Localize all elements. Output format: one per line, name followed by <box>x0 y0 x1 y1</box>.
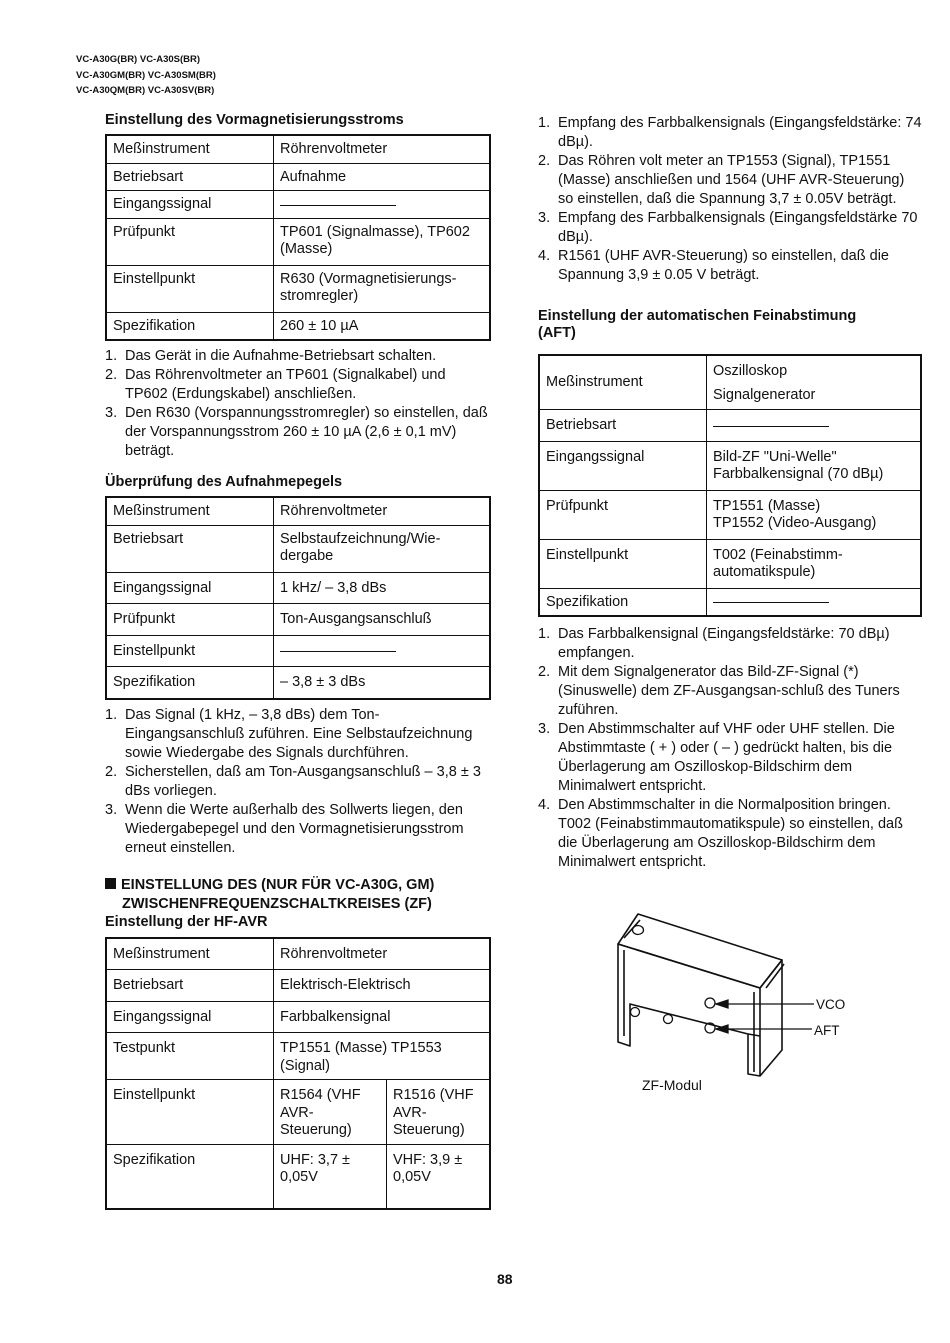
table-key: Eingangssignal <box>106 572 274 604</box>
table-value: 260 ± 10 µA <box>274 312 491 340</box>
table-value-empty <box>707 588 922 616</box>
table-value: TP1551 (Masse) TP1552 (Video-Ausgang) <box>707 490 922 539</box>
table-value: R1516 (VHF AVR-Steuerung) <box>387 1080 491 1145</box>
table-key: Prüfpunkt <box>539 490 707 539</box>
list-item: 4. R1561 (UHF AVR-Steuerung) so einstellen, daß die Spannung 3,9 ± 0.05 V beträgt. <box>538 248 889 283</box>
table-row <box>106 572 490 604</box>
table-key: Spezifikation <box>106 667 274 699</box>
table-key: Betriebsart <box>106 970 274 1002</box>
table-key: Meßinstrument <box>106 497 274 525</box>
table-value: Oszilloskop Signalgenerator <box>707 355 922 410</box>
page-number: 88 <box>497 1271 513 1287</box>
table-row <box>106 218 490 265</box>
table-row <box>539 410 921 442</box>
table-value: R630 (Vormagnetisierungs-stromregler) <box>274 265 491 312</box>
table-key: Meßinstrument <box>539 355 707 410</box>
table-value: Bild-ZF "Uni-Welle" Farbbalkensignal (70 dBµ) <box>707 441 922 490</box>
list-item: 3. Den R630 (Vorspannungsstromregler) so einstellen, daß der Vorspannungsstrom 260 ± 10 µA (2,6 ± 0,1 mV) beträgt. <box>105 405 488 459</box>
table-row <box>106 970 490 1002</box>
table-row <box>106 635 490 667</box>
table-row <box>106 135 490 163</box>
table-value: Selbstaufzeichnung/Wie-dergabe <box>274 525 491 572</box>
list-item: 3. Wenn die Werte außerhalb des Sollwerts liegen, den Wiedergabepegel und den Vormagnetisierungsstrom erneut einstellen. <box>105 801 464 856</box>
table-key: Prüfpunkt <box>106 218 274 265</box>
dash-line <box>280 205 396 206</box>
table-value: Röhrenvoltmeter <box>274 497 491 525</box>
dash-line <box>713 602 829 603</box>
table-value: R1564 (VHF AVR-Steuerung) <box>274 1080 387 1145</box>
table-key: Meßinstrument <box>106 938 274 970</box>
list-item: 2. Mit dem Signalgenerator das Bild-ZF-Signal (*) (Sinuswelle) dem ZF-Ausgangsan-schluß des Tuners zuführen. <box>538 664 900 718</box>
table-value-empty <box>707 410 922 442</box>
left-column <box>105 112 491 1210</box>
recording-level-table <box>105 496 491 700</box>
figure-caption: ZF-Modul <box>642 1077 702 1093</box>
model-line: VC-A30GM(BR) VC-A30SM(BR) <box>76 69 216 81</box>
table-row <box>539 441 921 490</box>
dash-line <box>713 426 829 427</box>
table-key: Testpunkt <box>106 1033 274 1080</box>
table-key: Betriebsart <box>106 163 274 191</box>
section-title-bias: Einstellung des Vormagnetisierungsstroms <box>105 112 404 128</box>
section-title-recording-level: Überprüfung des Aufnahmepegels <box>105 474 343 490</box>
recording-level-steps <box>105 706 491 858</box>
table-key: Einstellpunkt <box>106 635 274 667</box>
list-item: 1. Empfang des Farbbalkensignals (Eingangsfeldstärke: 74 dBµ). <box>538 115 922 150</box>
table-value: VHF: 3,9 ± 0,05V <box>387 1144 491 1209</box>
vco-label: VCO <box>816 997 846 1012</box>
list-item: 1. Das Signal (1 kHz, – 3,8 dBs) dem Ton-Eingangsanschluß zuführen. Eine Selbstaufzeichnung sowie Wiedergabe des Signals durchführen. <box>105 706 473 761</box>
aft-label: AFT <box>814 1023 840 1038</box>
table-key: Spezifikation <box>539 588 707 616</box>
table-key: Spezifikation <box>106 1144 274 1209</box>
list-item: 1. Das Farbbalkensignal (Eingangsfeldstärke: 70 dBµ) empfangen. <box>538 626 890 661</box>
table-key: Einstellpunkt <box>106 1080 274 1145</box>
table-row <box>106 938 490 970</box>
dash-line <box>280 651 396 652</box>
table-value: T002 (Feinabstimm- automatikspule) <box>707 539 922 588</box>
table-row <box>106 191 490 219</box>
table-key: Meßinstrument <box>106 135 274 163</box>
right-column <box>538 112 922 872</box>
table-key: Betriebsart <box>539 410 707 442</box>
table-key: Einstellpunkt <box>106 265 274 312</box>
table-row <box>106 312 490 340</box>
table-value: Röhrenvoltmeter <box>274 938 491 970</box>
bias-steps <box>105 347 491 461</box>
list-item: 3. Den Abstimmschalter auf VHF oder UHF stellen. Die Abstimmtaste ( + ) oder ( – ) gedrückt halten, bis die Überlagerung am Oszilloskop-Bildschirm dem Minimalwert entspricht. <box>538 721 895 794</box>
table-value: Ton-Ausgangsanschluß <box>274 604 491 636</box>
list-item: 2. Sicherstellen, daß am Ton-Ausgangsanschluß – 3,8 ± 3 dBs vorliegen. <box>105 763 481 799</box>
hf-avr-steps <box>538 114 922 285</box>
table-key: Spezifikation <box>106 312 274 340</box>
list-item: 1. Das Gerät in die Aufnahme-Betriebsart schalten. <box>105 348 437 364</box>
bullet-square-icon <box>105 878 116 889</box>
table-key: Eingangssignal <box>106 1001 274 1033</box>
table-value: – 3,8 ± 3 dBs <box>274 667 491 699</box>
model-line: VC-A30QM(BR) VC-A30SV(BR) <box>76 85 215 96</box>
table-value: UHF: 3,7 ± 0,05V <box>274 1144 387 1209</box>
model-list <box>76 52 216 99</box>
table-value-empty <box>274 635 491 667</box>
table-key: Eingangssignal <box>106 191 274 219</box>
table-key: Prüfpunkt <box>106 604 274 636</box>
table-row <box>106 1033 490 1080</box>
bias-spec-table <box>105 134 491 341</box>
aft-spec-table <box>538 354 922 617</box>
list-item: 2. Das Röhrenvoltmeter an TP601 (Signalkabel) und TP602 (Erdungskabel) anschließen. <box>105 367 446 402</box>
table-row <box>106 1144 490 1209</box>
table-row <box>106 667 490 699</box>
section-subtitle-hf-avr: Einstellung der HF-AVR <box>105 913 268 930</box>
model-line: VC-A30G(BR) VC-A30S(BR) <box>76 54 201 65</box>
table-value: Aufnahme <box>274 163 491 191</box>
table-key: Eingangssignal <box>539 441 707 490</box>
hf-avr-table <box>105 937 491 1210</box>
list-item: 2. Das Röhren volt meter an TP1553 (Signal), TP1551 (Masse) anschließen und 1564 (UHF AVR-Steuerung) so einstellen, daß die Spannung 3,7 ± 0.05V beträgt. <box>538 153 905 207</box>
section-heading-if-circuit: EINSTELLUNG DES (NUR FÜR VC-A30G, GM) ZWISCHENFREQUENZSCHALTKREISES (ZF) <box>105 876 491 914</box>
table-row <box>539 355 921 410</box>
table-row <box>106 604 490 636</box>
table-row <box>539 490 921 539</box>
table-value-empty <box>274 191 491 219</box>
table-value: TP1551 (Masse) TP1553 (Signal) <box>274 1033 491 1080</box>
table-value: Farbbalkensignal <box>274 1001 491 1033</box>
table-key: Betriebsart <box>106 525 274 572</box>
table-row <box>106 1080 490 1145</box>
zf-module-figure <box>600 908 880 1098</box>
table-value: Röhrenvoltmeter <box>274 135 491 163</box>
list-item: 4. Den Abstimmschalter in die Normalposition bringen. T002 (Feinabstimmautomatikspule) so einstellen, daß die Überlagerung am Oszilloskop-Bildschirm dem Minimalwert entspricht. <box>538 797 903 870</box>
table-row <box>106 265 490 312</box>
table-row <box>539 588 921 616</box>
section-title-aft: Einstellung der automatischen Feinabstimung (AFT) <box>538 308 857 341</box>
table-row <box>539 539 921 588</box>
table-key: Einstellpunkt <box>539 539 707 588</box>
table-value: Elektrisch-Elektrisch <box>274 970 491 1002</box>
table-row <box>106 163 490 191</box>
table-row <box>106 1001 490 1033</box>
table-row <box>106 497 490 525</box>
table-value: TP601 (Signalmasse), TP602 (Masse) <box>274 218 491 265</box>
list-item: 3. Empfang des Farbbalkensignals (Eingangsfeldstärke 70 dBµ). <box>538 210 918 245</box>
table-row <box>106 525 490 572</box>
table-value: 1 kHz/ – 3,8 dBs <box>274 572 491 604</box>
aft-steps <box>538 625 922 872</box>
